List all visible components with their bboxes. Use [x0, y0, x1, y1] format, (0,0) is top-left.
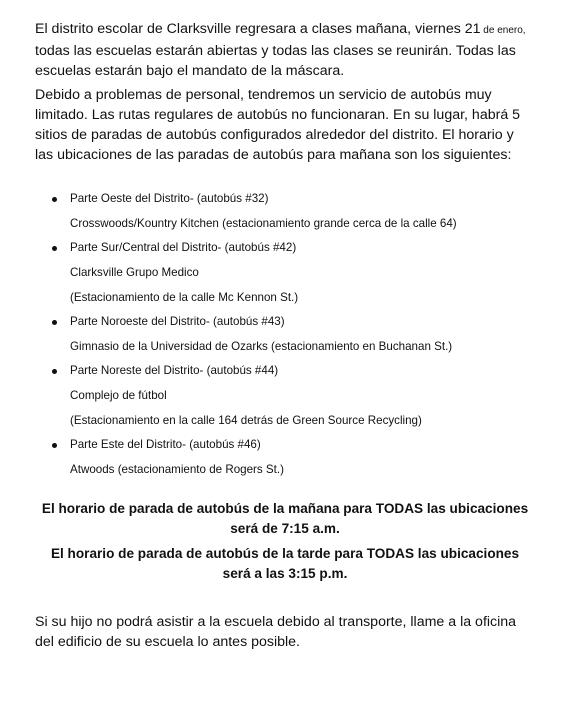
- bus-stop-parking: (Estacionamiento en la calle 164 detrás de Green Source Recycling): [70, 414, 422, 427]
- bus-stop-item-east: [50, 433, 530, 482]
- bus-stop-item-northwest: [50, 310, 530, 359]
- bus-stop-location: Gimnasio de la Universidad de Ozarks (estacionamiento en Buchanan St.): [70, 340, 453, 353]
- staffing-notice-paragraph: Debido a problemas de personal, tendremos un servicio de autobús muy limitado. Las rutas regulares de autobús no funcionaran. En su lugar, habrá 5 sitios de paradas de autobús configurados alrededor del distrito. El horario y las ubicaciones de las paradas de autobús para mañana son los siguientes:: [35, 87, 521, 163]
- bus-stop-region: Parte Sur/Central del Distrito- (autobús #42): [50, 236, 530, 260]
- afternoon-schedule-line1: El horario de parada de autobús de la tarde para TODAS las ubicaciones: [50, 546, 520, 561]
- bus-stop-item-west: [50, 187, 530, 236]
- bus-stop-region: Parte Oeste del Distrito- (autobús #32): [50, 187, 530, 211]
- bus-stop-location: Crosswoods/Kountry Kitchen (estacionamiento grande cerca de la calle 64): [70, 217, 457, 230]
- afternoon-schedule-line2: será a las 3:15 p.m.: [222, 566, 348, 581]
- bus-stop-item-south-central: [50, 236, 530, 310]
- morning-schedule-line2: será de 7:15 a.m.: [230, 521, 340, 536]
- morning-schedule: [40, 499, 530, 539]
- bus-stop-region: Parte Noreste del Distrito- (autobús #44): [50, 359, 530, 383]
- closing-paragraph: Si su hijo no podrá asistir a la escuela debido al transporte, llame a la oficina del edificio de su escuela lo antes posible.: [35, 614, 517, 650]
- bus-stop-location: Complejo de fútbol: [70, 389, 167, 402]
- intro-text-start: El distrito escolar de Clarksville regresara a clases mañana, viernes 21: [35, 21, 481, 37]
- bus-stop-region: Parte Noroeste del Distrito- (autobús #43): [50, 310, 530, 334]
- bus-stop-location: Clarksville Grupo Medico: [70, 266, 199, 279]
- intro-date-small: de enero,: [480, 25, 526, 36]
- bus-stop-region: Parte Este del Distrito- (autobús #46): [50, 433, 530, 457]
- intro-text-end: todas las escuelas estarán abiertas y todas las clases se reunirán. Todas las escuelas estarán bajo el mandato de la máscara.: [35, 43, 516, 79]
- bus-stop-location: Atwoods (estacionamiento de Rogers St.): [70, 463, 284, 476]
- intro-paragraph: [35, 19, 535, 81]
- bus-stop-item-northeast: [50, 359, 530, 433]
- afternoon-schedule: [40, 544, 530, 584]
- bus-stop-list: [50, 187, 530, 482]
- bus-stop-parking: (Estacionamiento de la calle Mc Kennon St.): [70, 291, 299, 304]
- morning-schedule-line1: El horario de parada de autobús de la mañana para TODAS las ubicaciones: [41, 501, 529, 516]
